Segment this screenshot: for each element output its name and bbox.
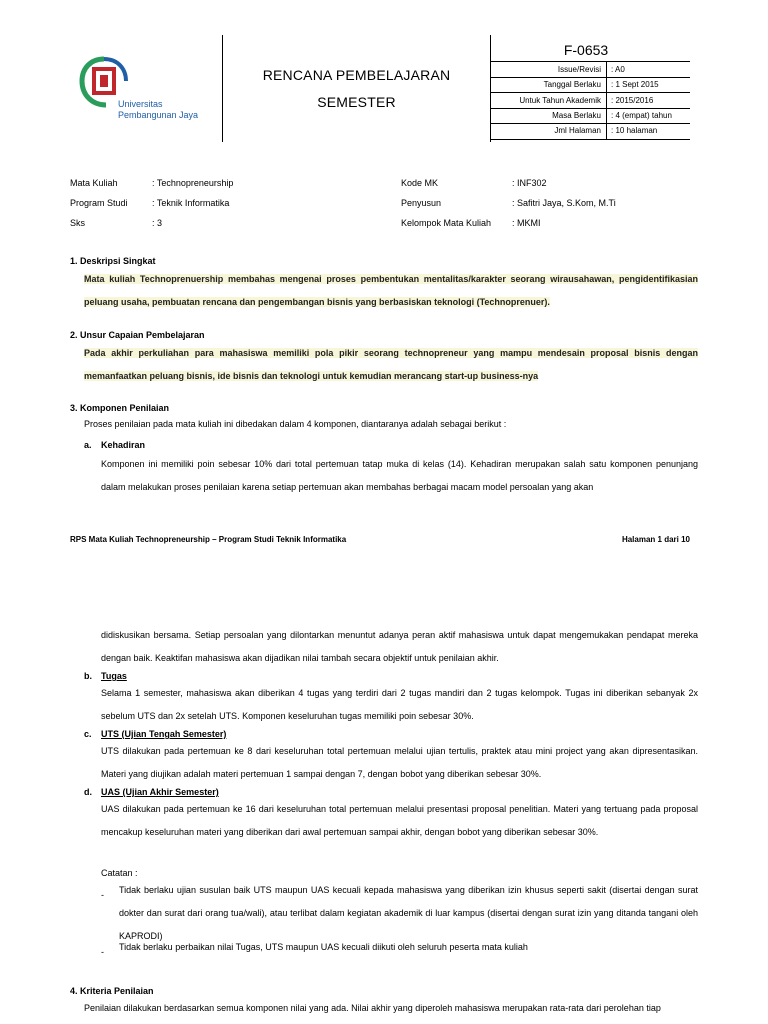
meta-label: Untuk Tahun Akademik [519, 96, 601, 105]
course-value: : Teknik Informatika [152, 198, 230, 208]
course-label: Kelompok Mata Kuliah [401, 218, 492, 228]
course-label: Program Studi [70, 198, 128, 208]
subsection-heading: Kehadiran [101, 440, 146, 450]
section-heading: 2. Unsur Capaian Pembelajaran [70, 330, 205, 340]
meta-label: Issue/Revisi [557, 65, 601, 74]
learning-outcome-text: Pada akhir perkuliahan para mahasiswa memiliki pola pikir seorang technopreneur yang mampu mendesain proposal bisnis dengan memanfaatkan peluang bisnis, ide bisnis dan teknologi untuk kemudian merancang start-up business-nya [84, 348, 698, 381]
subsection-heading: Tugas [101, 671, 127, 681]
meta-value: : 2015/2016 [611, 96, 654, 105]
catatan-item: Tidak berlaku ujian susulan baik UTS maupun UAS kecuali kepada mahasiswa yang diberikan izin khusus seperti sakit (disertai dengan surat dokter dan surat dari orang tua/wali), atau terlibat dalam kegiatan akademik di luar kampus (disertai dengan surat izin yang ditanda tangani oleh KAPRODI) [119, 885, 698, 941]
page-footer-left: RPS Mata Kuliah Technopreneurship – Program Studi Teknik Informatika [70, 535, 347, 544]
logo-text-line2: Pembangunan Jaya [118, 110, 199, 120]
university-logo [78, 55, 213, 125]
meta-row [490, 93, 690, 108]
kriteria-text: Penilaian dilakukan berdasarkan semua komponen nilai yang ada. Nilai akhir yang diperoleh mahasiswa merupakan rata-rata dari perolehan tiap [84, 1003, 661, 1013]
course-value: : MKMI [512, 218, 541, 228]
page-footer-right: Halaman 1 dari 10 [621, 535, 690, 544]
meta-value: : A0 [611, 65, 625, 74]
course-label: Penyusun [401, 198, 442, 208]
course-label: Sks [70, 218, 86, 228]
meta-value: : 4 (empat) tahun [611, 111, 672, 120]
meta-label: Tanggal Berlaku [543, 80, 601, 89]
meta-row [490, 77, 690, 92]
bullet-dash: - [101, 947, 104, 957]
catatan-heading: Catatan : [101, 868, 138, 878]
section-intro: Proses penilaian pada mata kuliah ini dibedakan dalam 4 komponen, diantaranya adalah sebagai berikut : [84, 419, 507, 429]
header-divider-left [222, 35, 223, 142]
catatan-item: Tidak berlaku perbaikan nilai Tugas, UTS maupun UAS kecuali diikuti oleh seluruh peserta mata kuliah [119, 942, 528, 952]
subsection-marker: a. [84, 440, 92, 450]
subsection-heading: UAS (Ujian Akhir Semester) [101, 787, 219, 797]
course-value: : INF302 [512, 178, 547, 188]
uts-text: UTS dilakukan pada pertemuan ke 8 dari keseluruhan total pertemuan melalui ujian tertulis, praktek atau mini project yang akan dipresentasikan. Materi yang diujikan adalah materi pertemuan 1 sampai dengan 7, dengan bobot yang diberikan sebesar 30%. [101, 746, 698, 779]
description-text: Mata kuliah Technoprenuership membahas mengenai proses pembentukan mentalitas/karakter seorang wirausahawan, pengidentifikasian peluang usaha, pembuatan rencana dan pengembangan bisnis yang berbasiskan teknologi (Technoprenuer). [84, 274, 698, 307]
document-title-line2: SEMESTER [317, 94, 396, 110]
section-heading: 1. Deskripsi Singkat [70, 256, 156, 266]
meta-label: Jml Halaman [554, 126, 601, 135]
subsection-marker: b. [84, 671, 92, 681]
course-value: : Safitri Jaya, S.Kom, M.Ti [512, 198, 616, 208]
meta-label: Masa Berlaku [552, 111, 601, 120]
section-paragraph [84, 342, 698, 388]
course-label: Kode MK [401, 178, 439, 188]
course-value: : 3 [152, 218, 163, 228]
meta-row [490, 108, 690, 123]
form-code: F-0653 [563, 42, 609, 58]
bullet-dash: - [101, 890, 104, 900]
section-heading: 4. Kriteria Penilaian [70, 986, 154, 996]
kehadiran-text-part1: Komponen ini memiliki poin sebesar 10% dari total pertemuan tatap muka di kelas (14). Kehadiran merupakan salah satu komponen penunjang dalam melakukan proses penilaian karena setiap pertemuan akan membahas berbagai macam model persoalan yang akan [101, 459, 698, 492]
tugas-text: Selama 1 semester, mahasiswa akan diberikan 4 tugas yang terdiri dari 2 tugas mandiri dan 2 tugas kelompok. Tugas ini diberikan sebanyak 2x sebelum UTS dan 2x setelah UTS. Komponen keseluruhan tugas memiliki poin sebesar 30%. [101, 688, 698, 721]
logo-text-line1: Universitas [118, 99, 163, 109]
document-title-line1: RENCANA PEMBELAJARAN [262, 67, 451, 83]
kehadiran-text-part2: didiskusikan bersama. Setiap persoalan yang dilontarkan menuntut adanya peran aktif mahasiswa untuk dapat mengemukakan pendapat mereka dengan baik. Keaktifan mahasiswa akan dijadikan nilai tambah secara objektif untuk penilaian akhir. [101, 630, 698, 663]
course-value: : Technopreneurship [152, 178, 234, 188]
uas-text: UAS dilakukan pada pertemuan ke 16 dari keseluruhan total pertemuan melalui presentasi proposal penelitian. Materi yang tertuang pada proposal mencakup keseluruhan materi yang diberikan dari awal pertemuan sampai akhir, dengan bobot yang diberikan sebesar 30%. [101, 804, 698, 837]
subsection-marker: c. [84, 729, 92, 739]
course-label: Mata Kuliah [70, 178, 118, 188]
meta-row [490, 62, 690, 77]
subsection-marker: d. [84, 787, 92, 797]
meta-value: : 1 Sept 2015 [611, 80, 659, 89]
meta-row [490, 123, 690, 138]
section-paragraph [84, 268, 698, 314]
subsection-heading: UTS (Ujian Tengah Semester) [101, 729, 227, 739]
section-heading: 3. Komponen Penilaian [70, 403, 170, 413]
meta-value: : 10 halaman [611, 126, 658, 135]
